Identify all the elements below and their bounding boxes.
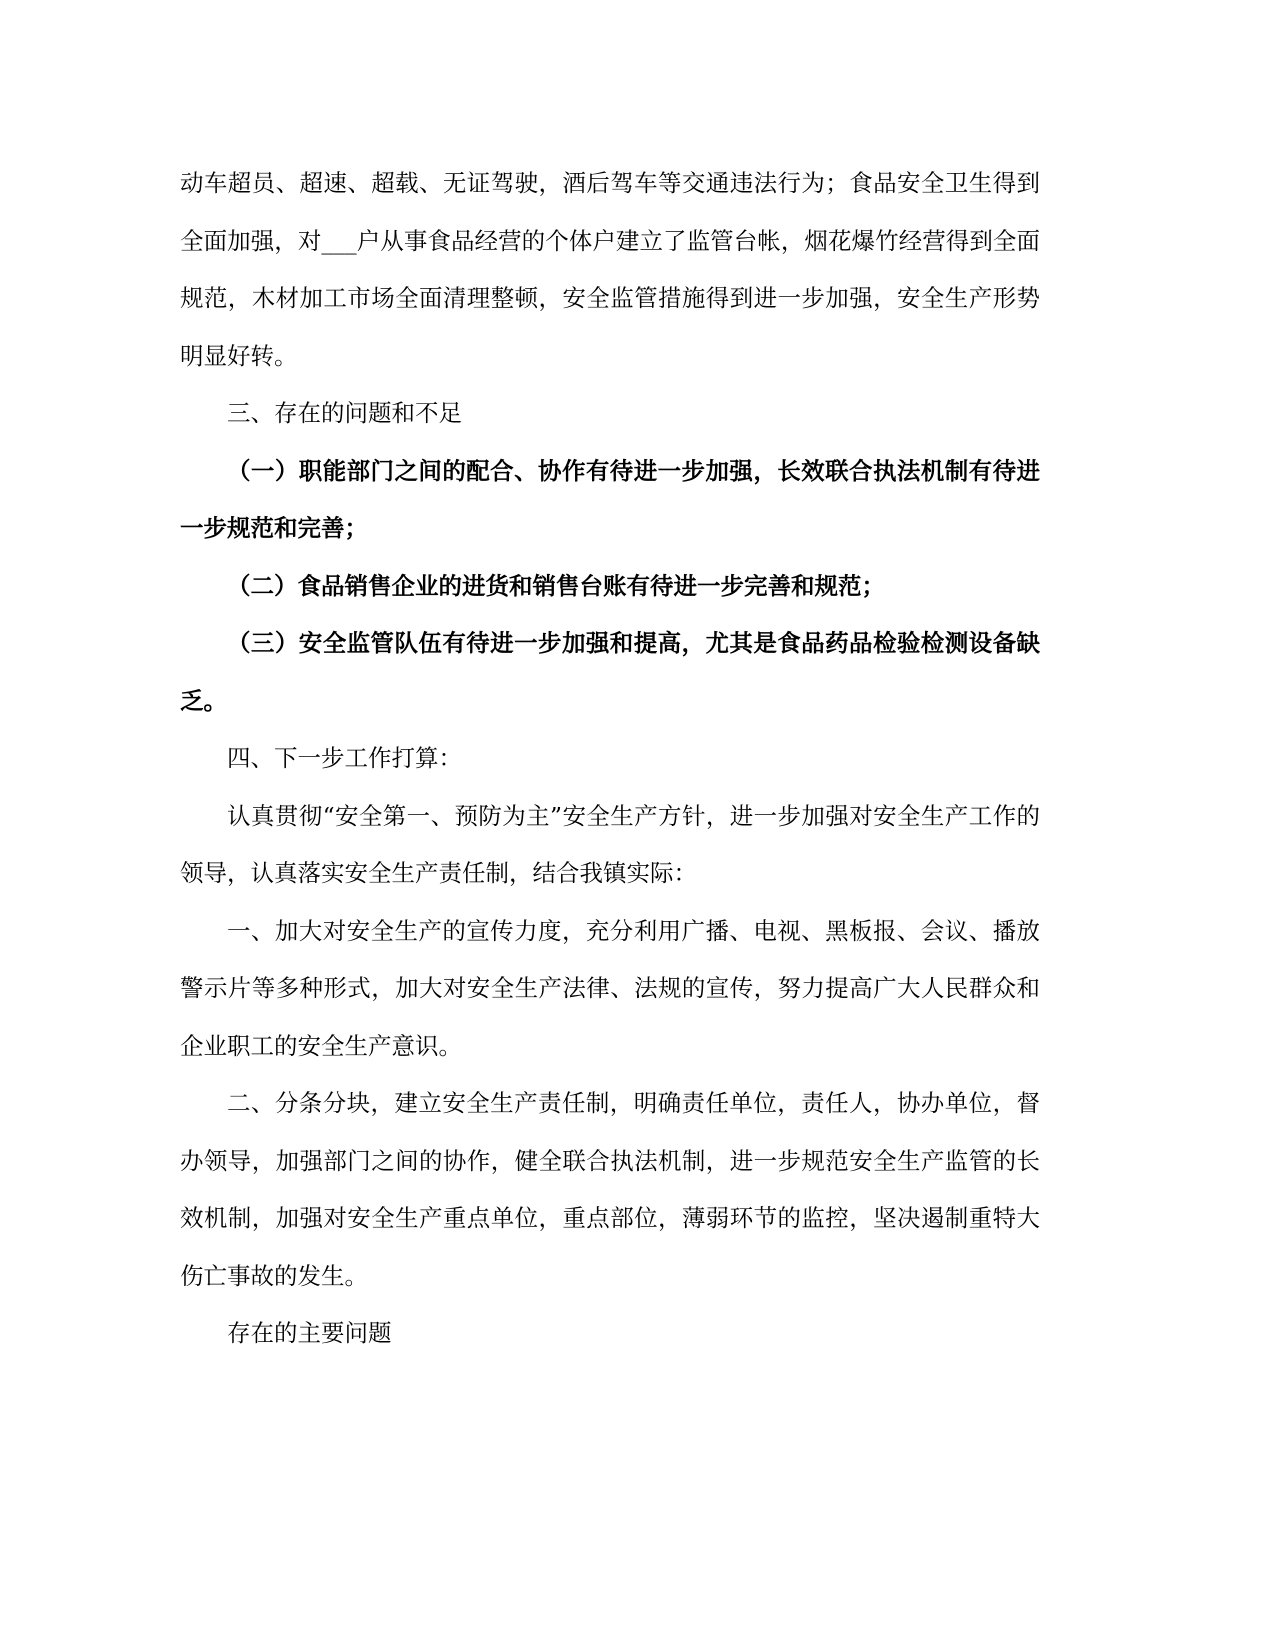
plan-item-2: 二、分条分块，建立安全生产责任制，明确责任单位，责任人，协办单位，督办领导，加强部门之间的协作，健全联合执法机制，进一步规范安全生产监管的长效机制，加强对安全生产重点单位，重点部位，薄弱环节的监控，坚决遏制重特大伤亡事故的发生。 [180,1089,1040,1290]
problem-item-3: （三）安全监管队伍有待进一步加强和提高，尤其是食品药品检验检测设备缺乏。 [180,629,1040,715]
paragraph-policy-intro: 认真贯彻“安全第一、预防为主”安全生产方针，进一步加强对安全生产工作的领导，认真落实安全生产责任制，结合我镇实际： [180,801,1040,887]
heading-next-steps: 四、下一步工作打算： [227,744,462,772]
heading-problems-shortcomings: 三、存在的问题和不足 [227,399,462,427]
plan-item-1: 一、加大对安全生产的宣传力度，充分利用广播、电视、黑板报、会议、播放警示片等多种形式，加大对安全生产法律、法规的宣传，努力提高广大人民群众和企业职工的安全生产意识。 [180,916,1040,1060]
paragraph-traffic-food-safety: 动车超员、超速、超载、无证驾驶，酒后驾车等交通违法行为；食品安全卫生得到全面加强，对___户从事食品经营的个体户建立了监管台帐，烟花爆竹经营得到全面规范，木材加工市场全面清理整顿，安全监管措施得到进一步加强，安全生产形势明显好转。 [180,169,1040,370]
document-page [180,155,1040,1363]
problem-item-1: （一）职能部门之间的配合、协作有待进一步加强，长效联合执法机制有待进一步规范和完善； [180,456,1040,542]
problem-item-2: （二）食品销售企业的进货和销售台账有待进一步完善和规范； [227,571,885,600]
heading-main-problems: 存在的主要问题 [227,1319,392,1347]
